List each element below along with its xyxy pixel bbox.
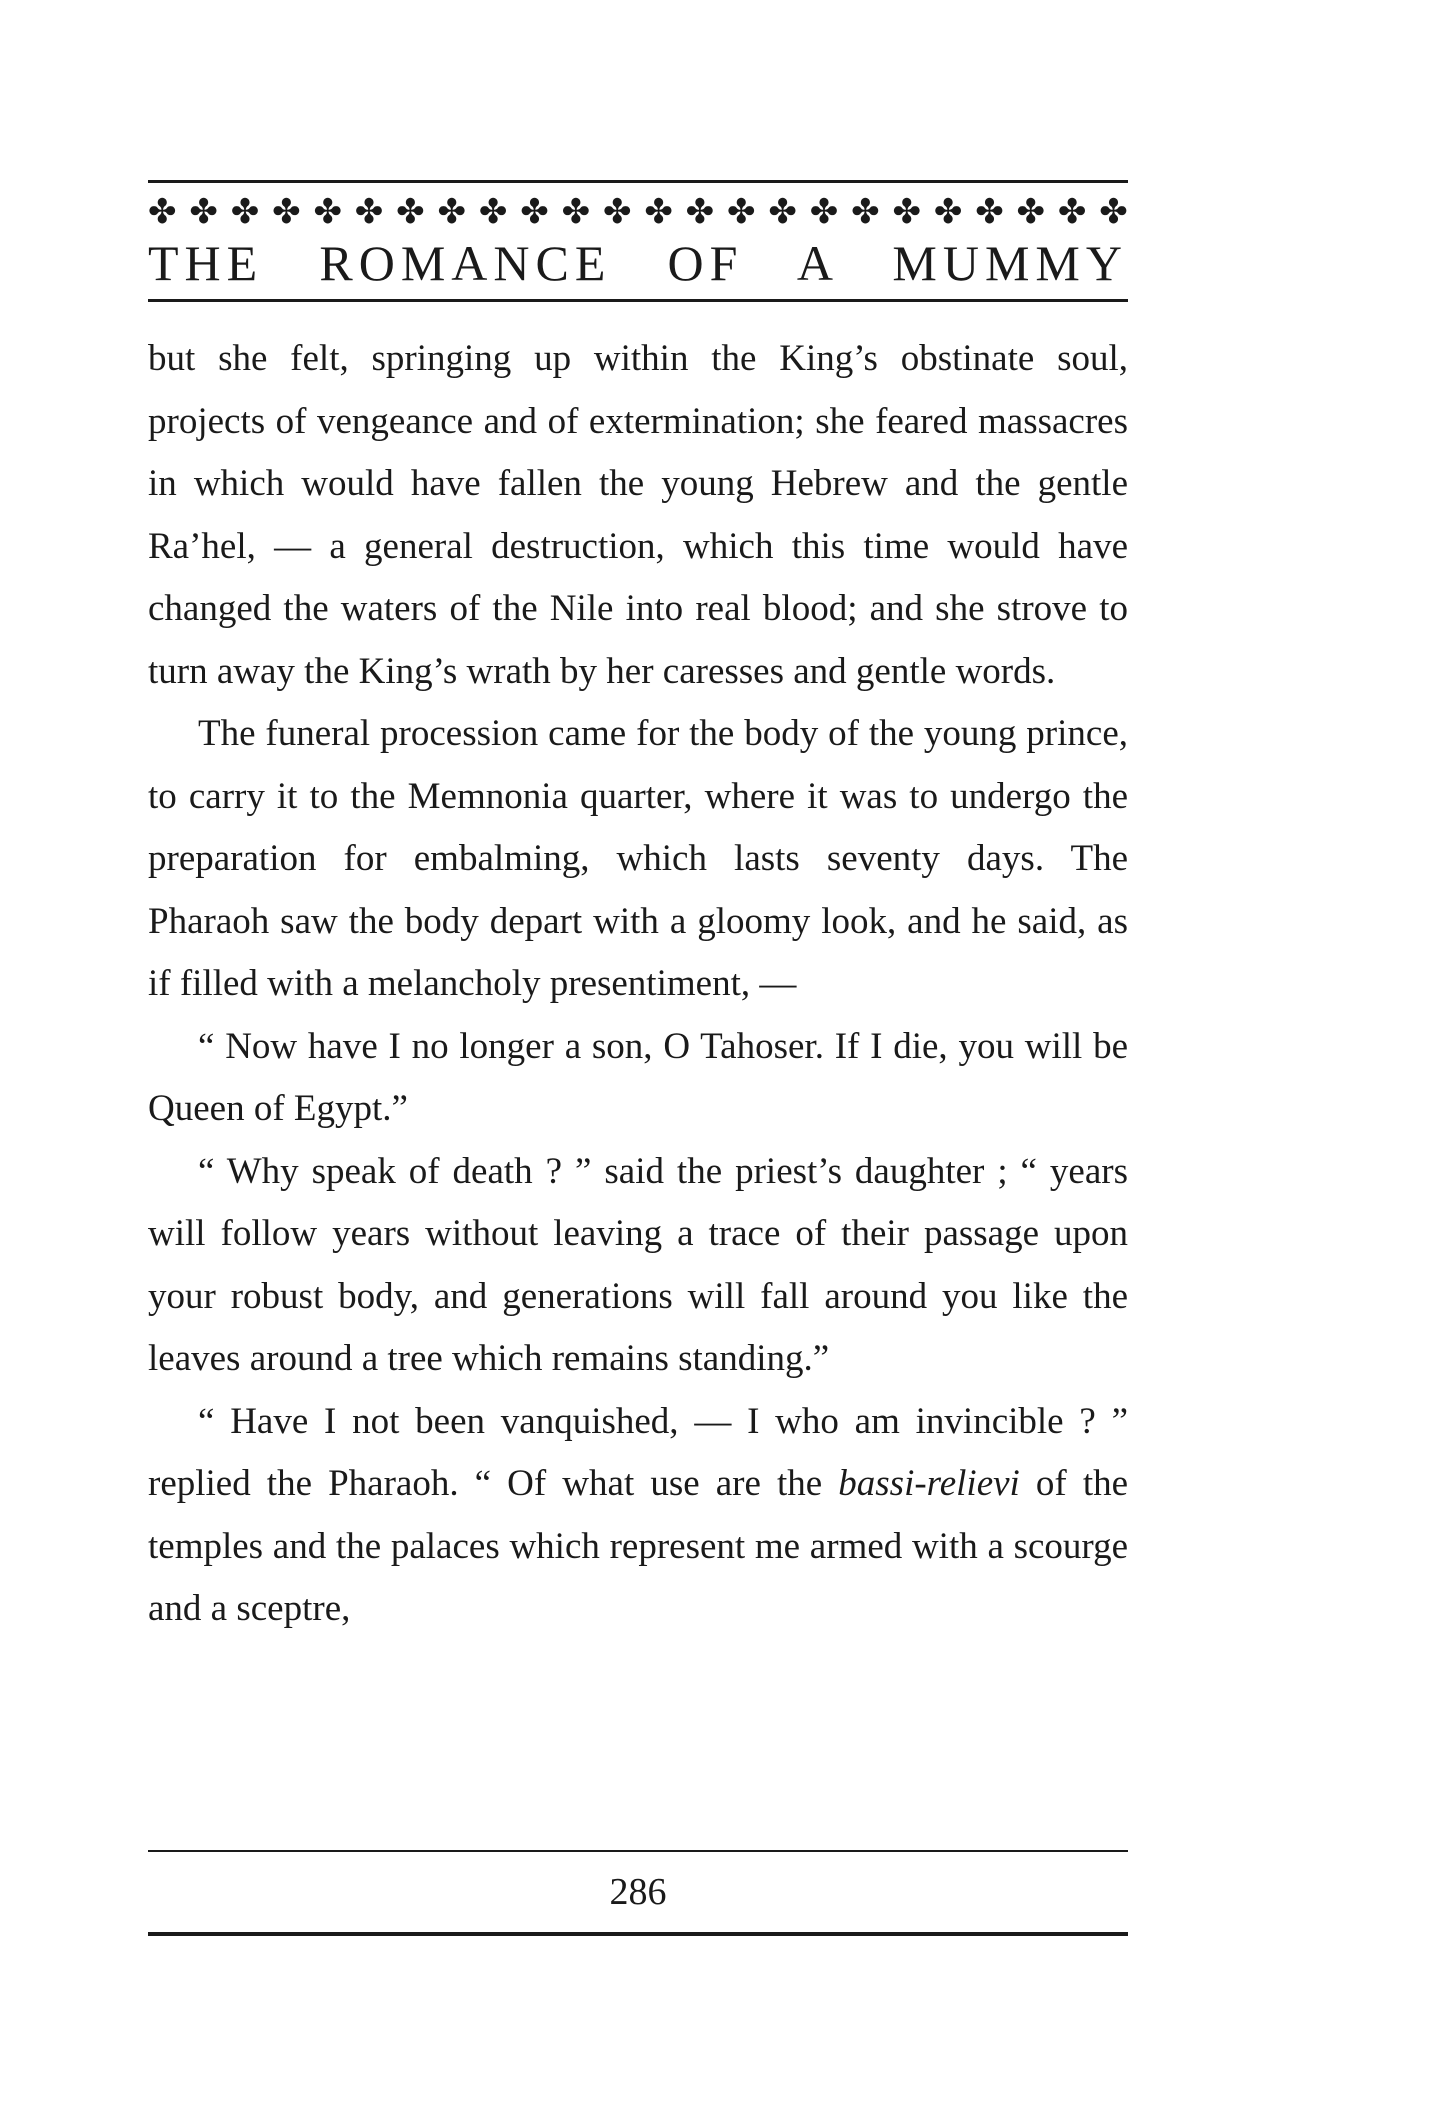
fleuron-icon: ✤: [933, 197, 963, 229]
fleuron-icon: ✤: [313, 197, 342, 229]
fleuron-icon: ✤: [354, 197, 384, 229]
italic-term: bassi-relievi: [838, 1463, 1020, 1504]
paragraph: but she felt, springing up within the King’s obstinate soul, projects of vengeance and of extermination; she feared massacres in which would have fallen the young Hebrew and the gentle Ra’hel, — a general destruction, which this time would have changed the waters of the Nile into real blood; and she strove to turn away the King’s wrath by her caresses and gentle words.: [148, 338, 1128, 692]
paragraph: “ Why speak of death ? ” said the priest’s daughter ; “ years will follow years without leaving a trace of their passage upon your robust body, and generations will fall around you like the leaves around a tree which remains standing.”: [148, 1150, 1128, 1379]
paragraph-text: “ Have I not been vanquished, — I who am invincible ? ” replied the Pharaoh. “ Of what use are the: [148, 1400, 1128, 1504]
fleuron-icon: ✤: [148, 197, 177, 229]
bottom-rule: [148, 1932, 1128, 1936]
paragraph: The funeral procession came for the body of the young prince, to carry it to the Memnonia quarter, where it was to undergo the preparation for embalming, which lasts seventy days. The Pharaoh saw the body depart with a gloomy look, and he said, as if filled with a melancholy presentiment, —: [148, 713, 1128, 1004]
fleuron-icon: ✤: [892, 197, 921, 229]
running-title: THE ROMANCE OF A MUMMY: [148, 235, 1128, 291]
fleuron-icon: ✤: [1016, 197, 1046, 229]
paragraph: “ Now have I no longer a son, O Tahoser. If I die, you will be Queen of Egypt.”: [148, 1025, 1128, 1129]
page-number: 286: [609, 1871, 667, 1913]
fleuron-icon: ✤: [644, 197, 673, 229]
paragraph: [148, 1391, 1128, 1641]
fleuron-icon: ✤: [1057, 197, 1087, 229]
fleuron-icon: ✤: [602, 197, 632, 229]
fleuron-icon: ✤: [396, 197, 425, 229]
fleuron-icon: ✤: [437, 197, 467, 229]
top-rule: [148, 180, 1128, 183]
paragraph-text: of the temples and the palaces which represent me armed with a scourge and a sceptre,: [148, 1463, 1129, 1629]
fleuron-icon: ✤: [809, 197, 839, 229]
page-body: [148, 328, 1128, 1641]
fleuron-icon: ✤: [851, 197, 880, 229]
fleuron-icon: ✤: [189, 197, 218, 229]
footer-rule: [148, 1850, 1128, 1852]
ornament-border: [148, 197, 1128, 229]
header-rule: [148, 299, 1128, 302]
fleuron-icon: ✤: [975, 197, 1004, 229]
fleuron-icon: ✤: [478, 197, 508, 229]
fleuron-icon: ✤: [561, 197, 591, 229]
fleuron-icon: ✤: [1099, 197, 1128, 229]
book-page: [148, 180, 1129, 1913]
fleuron-icon: ✤: [230, 197, 260, 229]
fleuron-icon: ✤: [685, 197, 715, 229]
fleuron-icon: ✤: [727, 197, 756, 229]
fleuron-icon: ✤: [768, 197, 797, 229]
fleuron-icon: ✤: [520, 197, 549, 229]
fleuron-icon: ✤: [272, 197, 301, 229]
